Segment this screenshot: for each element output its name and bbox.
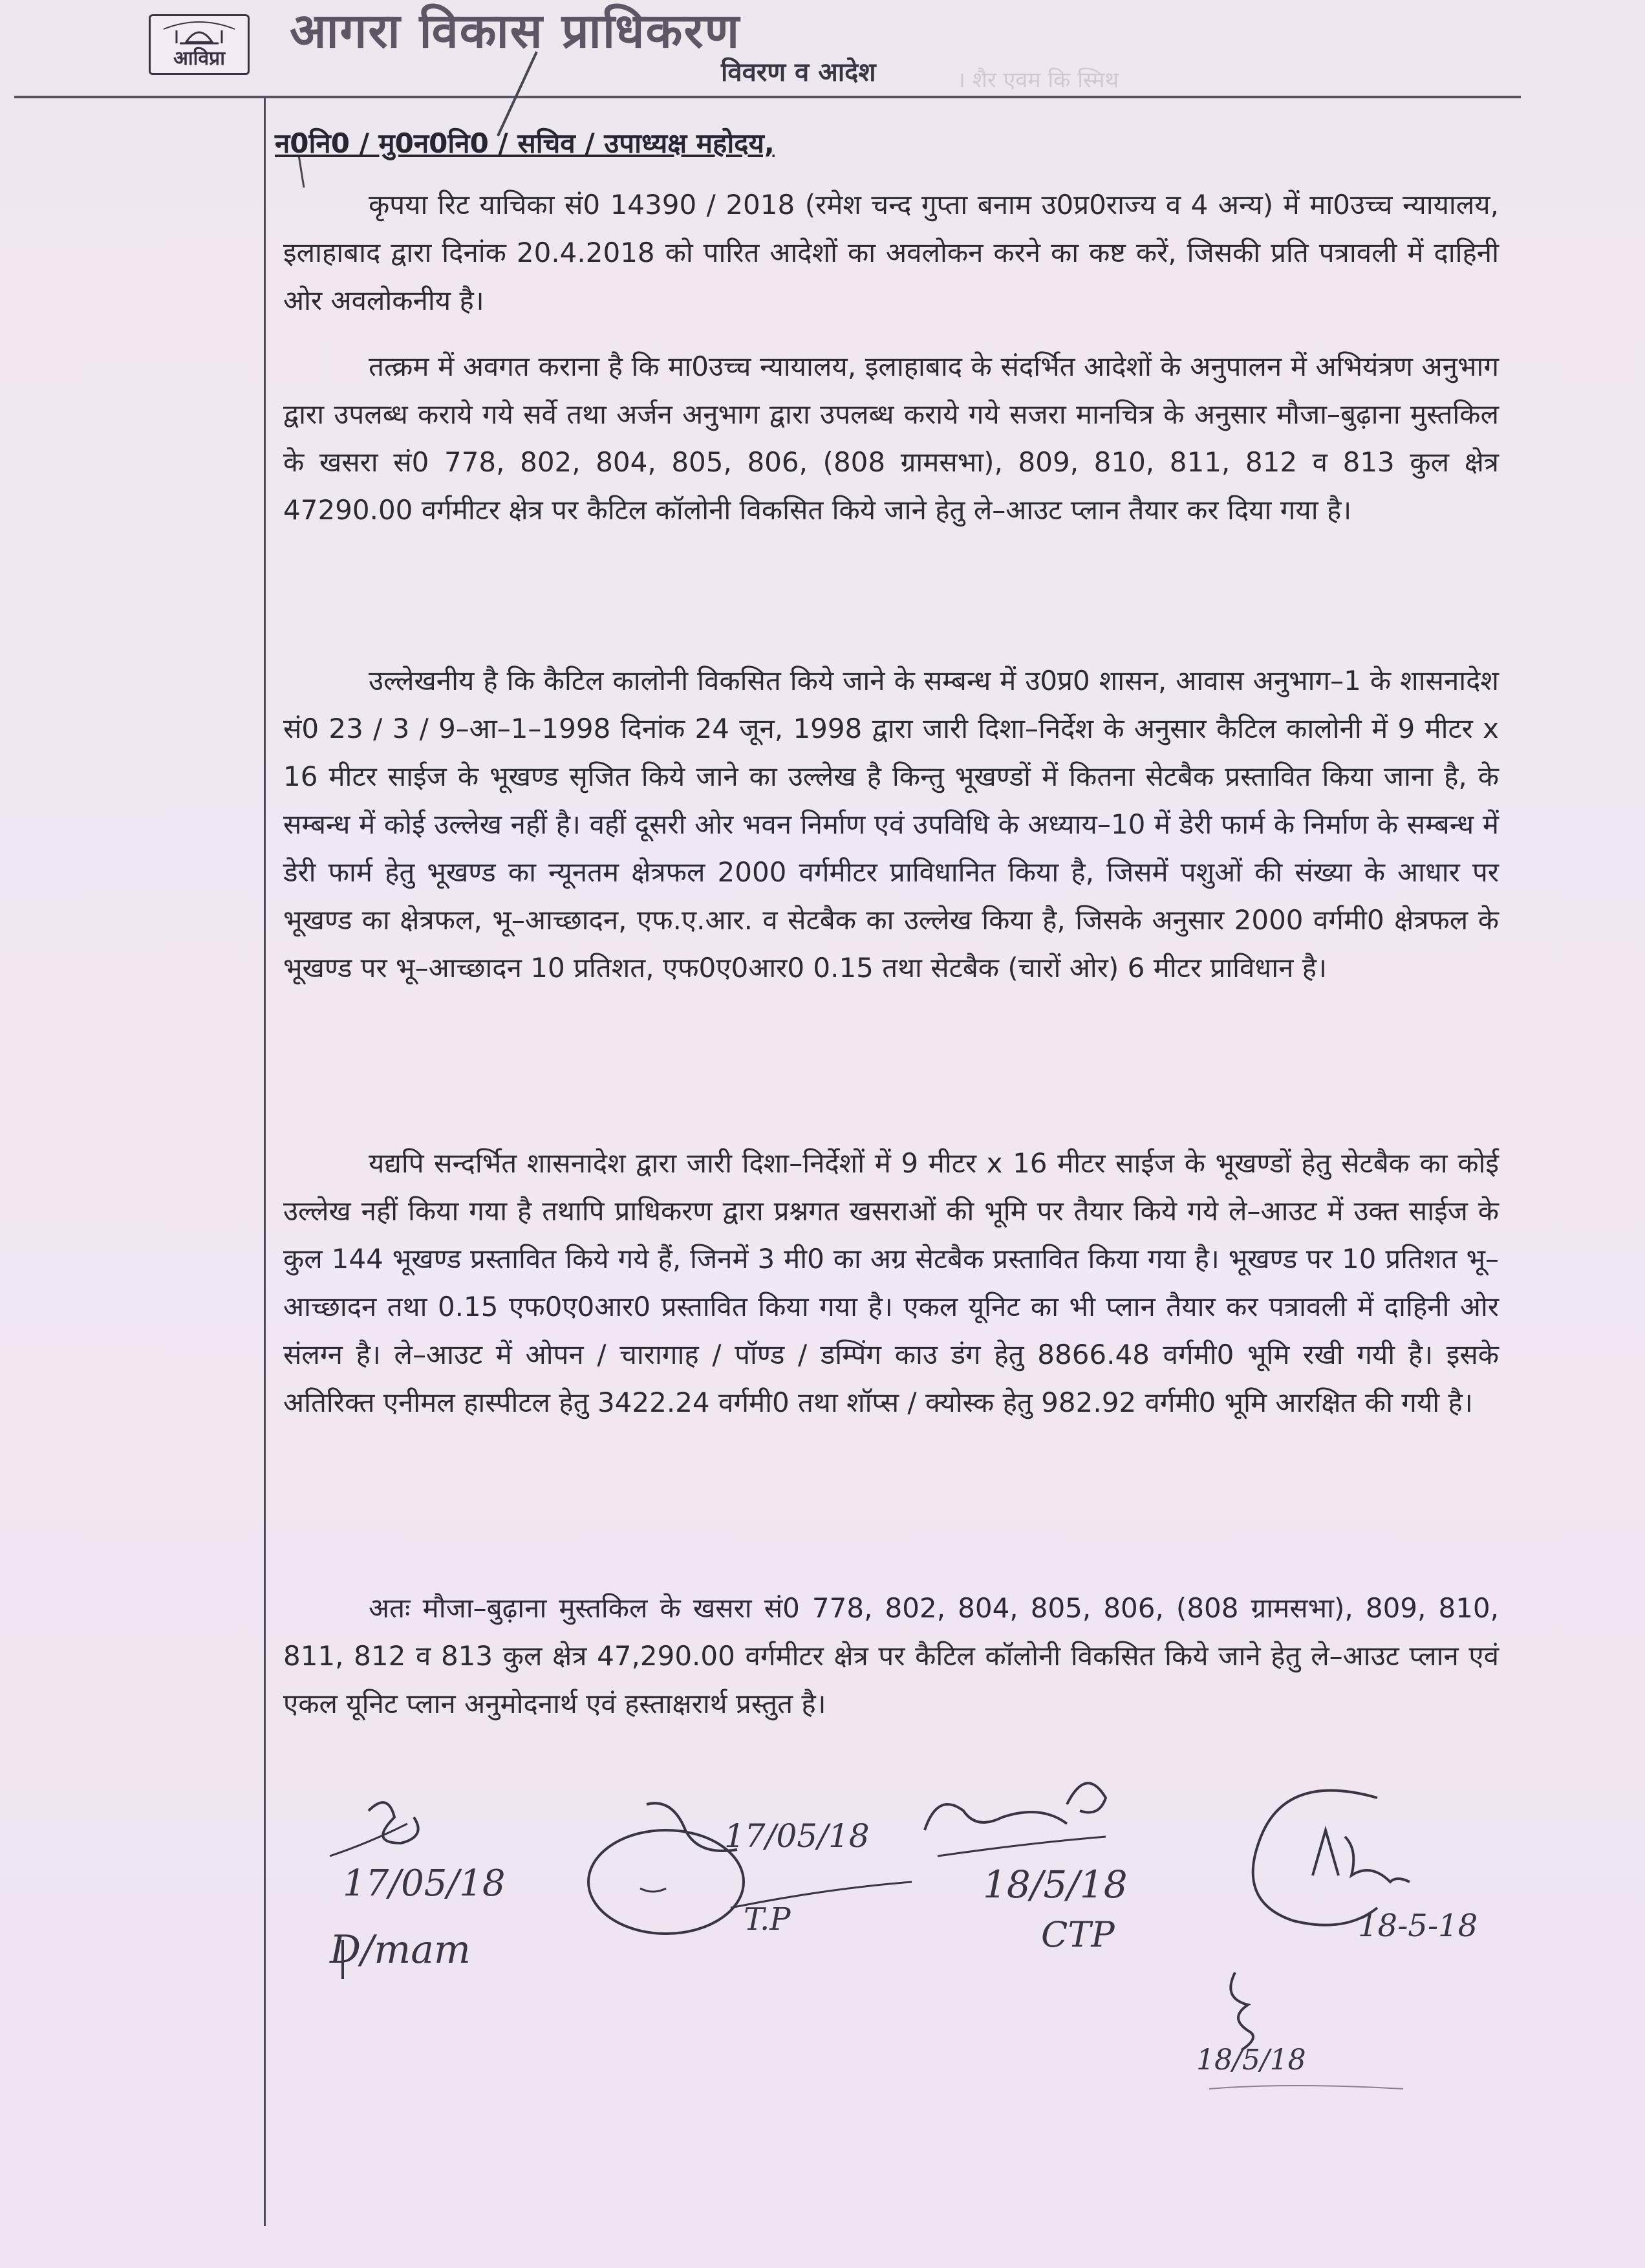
paragraph-text: उल्लेखनीय है कि कैटिल कालोनी विकसित किये जाने के सम्बन्ध में उ0प्र0 शासन, आवास अनुभाग–1 के शासनादेश सं0 23 / 3 / 9–आ–1–1998 दिनांक 24 जून, 1998 द्वारा जारी दिशा–निर्देश के अनुसार कैटिल कालोनी में 9 मीटर x 16 मीटर साईज के भूखण्ड सृजित किये जाने का उल्लेख है किन्तु भूखण्डों में कितना सेटबैक प्रस्तावित किया जाना है, के सम्बन्ध में कोई उल्लेख नहीं है। वहीं दूसरी ओर भवन निर्माण एवं उपविधि के अध्याय–10 में डेरी फार्म के निर्माण के सम्बन्ध में डेरी फार्म हेतु भूखण्ड का न्यूनतम क्षेत्रफल 2000 वर्गमीटर प्राविधानित किया है, जिसमें पशुओं की संख्या के आधार पर भूखण्ड का क्षेत्रफल, भू–आच्छादन, एफ.ए.आर. व सेटबैक का उल्लेख किया है, जिसके अनुसार 2000 वर्गमी0 क्षेत्रफल के भूखण्ड पर भू–आच्छादन 10 प्रतिशत, एफ0ए0आर0 0.15 तथा सेटबैक (चारों ओर) 6 मीटर प्राविधान है। — [283, 665, 1499, 984]
signature-date: 17/05/18 — [724, 1817, 870, 1855]
organization-title: आगरा विकास प्राधिकरण — [290, 3, 741, 59]
paragraph — [283, 1139, 1499, 1427]
signature-scribble — [1183, 1960, 1429, 2115]
pen-stroke-mark — [291, 26, 614, 194]
signature-date: 18/5/18 — [1196, 2044, 1306, 2077]
paragraph — [283, 343, 1499, 534]
paragraph-text: यद्यपि सन्दर्भित शासनादेश द्वारा जारी दिशा–निर्देशों में 9 मीटर x 16 मीटर साईज के भूखण्डों हेतु सेटबैक का कोई उल्लेख नहीं किया गया है तथापि प्राधिकरण द्वारा प्रश्नगत खसराओं की भूमि पर तैयार किये गये ले–आउट में उक्त साईज के कुल 144 भूखण्ड प्रस्तावित किये गये हैं, जिनमें 3 मी0 का अग्र सेटबैक प्रस्तावित किया गया है। भूखण्ड पर 10 प्रतिशत भू–आच्छादन तथा 0.15 एफ0ए0आर0 प्रस्तावित किया गया है। एकल यूनिट का भी प्लान तैयार कर पत्रावली में दाहिनी ओर संलग्न है। ले–आउट में ओपन / चारागाह / पॉण्ड / डम्पिंग काउ डंग हेतु 8866.48 वर्गमी0 भूमि रखी गयी है। इसके अतिरिक्त एनीमल हास्पीटल हेतु 3422.24 वर्गमी0 तथा शॉप्स / क्योस्क हेतु 982.92 वर्गमी0 भूमि आरक्षित की गयी है। — [283, 1147, 1499, 1418]
signature-date: 18/5/18 — [983, 1863, 1128, 1906]
signature-block — [1229, 1772, 1500, 1966]
form-title: विवरण व आदेश — [721, 58, 876, 87]
bleed-through-text: । शैर एवम कि स्मिथ — [957, 67, 1119, 93]
margin-rule — [264, 98, 266, 2226]
logo-text: आविप्रा — [173, 47, 225, 70]
salutation: न0नि0 / मु0न0नि0 / सचिव / उपाध्यक्ष महोदय, — [275, 127, 775, 159]
paragraph-text: तत्क्रम में अवगत कराना है कि मा0उच्च न्यायालय, इलाहाबाद के संदर्भित आदेशों के अनुपालन में अभियंत्रण अनुभाग द्वारा उपलब्ध कराये गये सर्वे तथा अर्जन अनुभाग द्वारा उपलब्ध कराये गये सजरा मानचित्र के अनुसार मौजा–बुढ़ाना मुस्तकिल के खसरा सं0 778, 802, 804, 805, 806, (808 ग्रामसभा), 809, 810, 811, 812 व 813 कुल क्षेत्र 47290.00 वर्गमीटर क्षेत्र पर कैटिल कॉलोनी विकसित किये जाने हेतु ले–आउट प्लान तैयार कर दिया गया है। — [283, 351, 1499, 526]
signature-block — [912, 1766, 1183, 1972]
signature-date: 17/05/18 — [343, 1863, 506, 1905]
signature-block — [582, 1785, 918, 1985]
signature-note: T.P — [744, 1901, 791, 1938]
signature-block — [1183, 1960, 1429, 2115]
paragraph — [283, 1584, 1499, 1728]
signature-block — [323, 1791, 556, 2011]
signature-date: 18-5-18 — [1358, 1908, 1478, 1944]
paragraph — [283, 657, 1499, 992]
signature-scribble — [582, 1785, 918, 1985]
paragraph-text: अतः मौजा–बुढ़ाना मुस्तकिल के खसरा सं0 778, 802, 804, 805, 806, (808 ग्रामसभा), 809, 810, 811, 812 व 813 कुल क्षेत्र 47,290.00 वर्गमीटर क्षेत्र पर कैटिल कॉलोनी विकसित किये जाने हेतु ले–आउट प्लान एवं एकल यूनिट प्लान अनुमोदनार्थ एवं हस्ताक्षरार्थ प्रस्तुत है। — [283, 1592, 1500, 1720]
paragraph-text: कृपया रिट याचिका सं0 14390 / 2018 (रमेश चन्द गुप्ता बनाम उ0प्र0राज्य व 4 अन्य) में मा0उच्च न्यायालय, इलाहाबाद द्वारा दिनांक 20.4.2018 को पारित आदेशों का अवलोकन करने का कष्ट करें, जिसकी प्रति पत्रावली में दाहिनी ओर अवलोकनीय है। — [283, 189, 1499, 316]
signature-note: CTP — [1041, 1914, 1115, 1955]
org-logo — [149, 14, 250, 75]
paragraph — [283, 181, 1499, 325]
signature-note: D/mam — [330, 1927, 471, 1972]
